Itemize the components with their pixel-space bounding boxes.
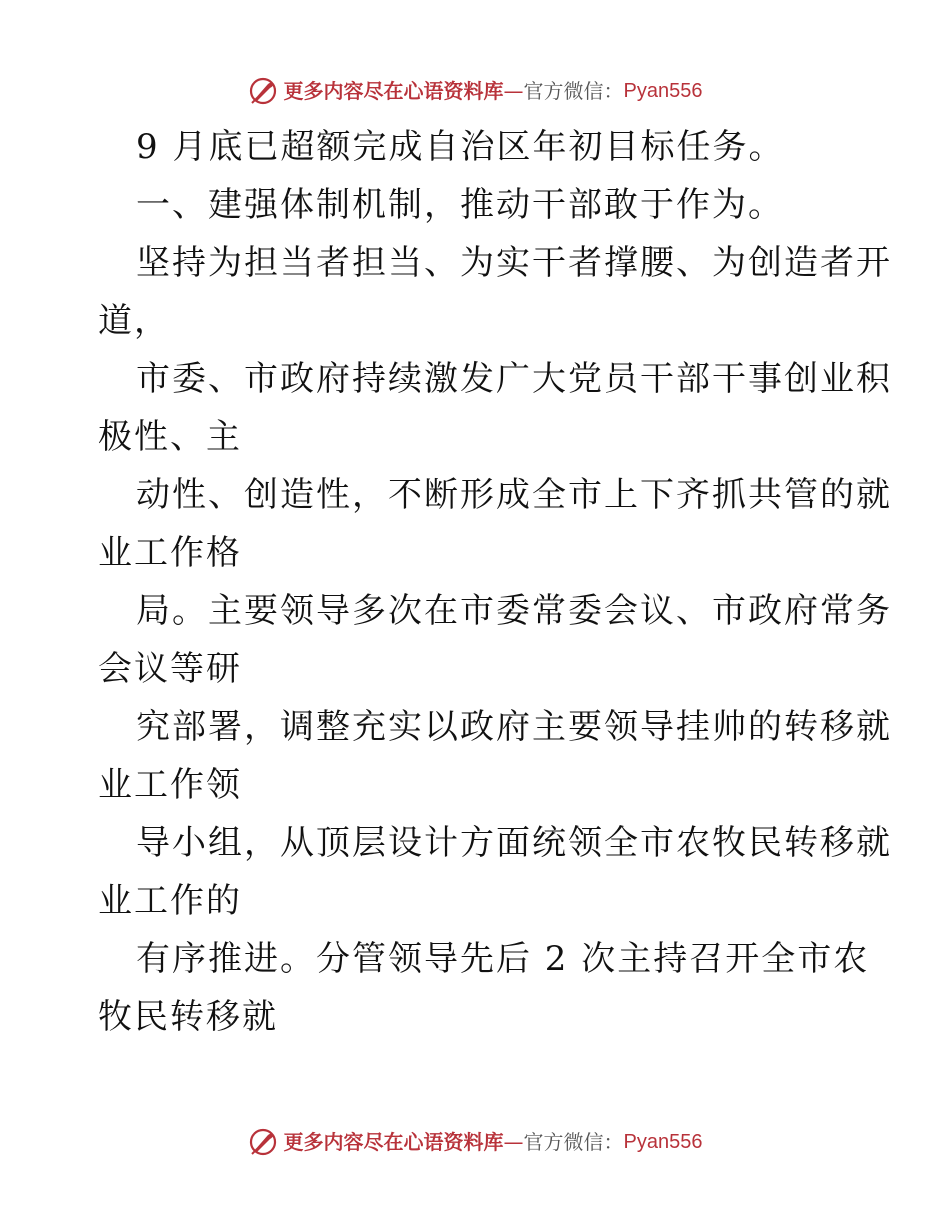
text-line: 有序推进。分管领导先后 2 次主持召开全市农	[136, 939, 870, 979]
text-line: 业工作格	[98, 533, 242, 573]
watermark-site-name: 更多内容尽在心语资料库	[283, 79, 504, 103]
text-line: 业工作领	[98, 765, 242, 805]
quill-pen-icon	[248, 76, 278, 106]
text-line: 导小组，从顶层设计方面统领全市农牧民转移就	[136, 823, 892, 863]
watermark-site-name: 更多内容尽在心语资料库	[283, 1130, 504, 1154]
watermark-wechat-id: Pyan556	[623, 80, 703, 102]
text-line: 极性、主	[98, 417, 242, 457]
document-body	[98, 118, 892, 1046]
footer-watermark	[0, 1127, 950, 1157]
text-line: 会议等研	[98, 649, 242, 689]
text-line: 市委、市政府持续激发广大党员干部干事创业积	[136, 359, 892, 399]
watermark-dash: —	[503, 79, 524, 103]
watermark-wechat-id: Pyan556	[623, 1131, 703, 1153]
text-line: 坚持为担当者担当、为实干者撑腰、为创造者开	[136, 243, 892, 283]
header-watermark	[0, 76, 950, 106]
watermark-wechat-label: 官方微信：	[523, 1130, 624, 1154]
text-line: 9 月底已超额完成自治区年初目标任务。	[136, 127, 785, 167]
text-line: 牧民转移就	[98, 997, 278, 1037]
watermark-wechat-label: 官方微信：	[523, 79, 624, 103]
text-line: 道，	[98, 301, 170, 341]
text-line: 究部署，调整充实以政府主要领导挂帅的转移就	[136, 707, 892, 747]
quill-pen-icon	[248, 1127, 278, 1157]
text-line: 局。主要领导多次在市委常委会议、市政府常务	[136, 591, 892, 631]
watermark-dash: —	[503, 1130, 524, 1154]
text-line: 业工作的	[98, 881, 242, 921]
text-line: 动性、创造性，不断形成全市上下齐抓共管的就	[136, 475, 892, 515]
section-heading: 一、建强体制机制，推动干部敢于作为。	[136, 185, 784, 225]
